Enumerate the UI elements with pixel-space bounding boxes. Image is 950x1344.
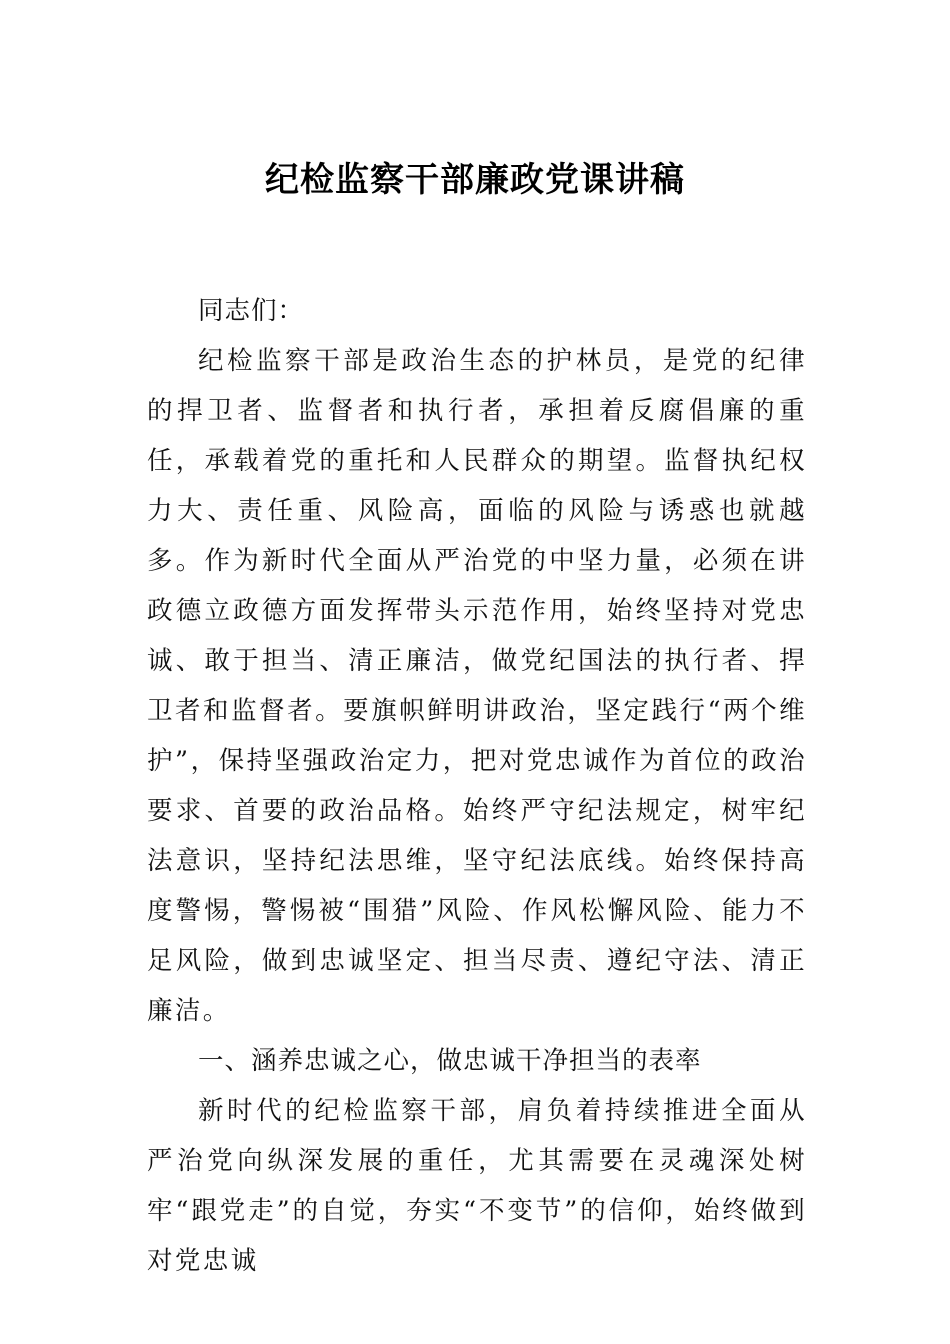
document-title: 纪检监察干部廉政党课讲稿 (265, 160, 685, 200)
intro-paragraph: 纪检监察干部是政治生态的护林员，是党的纪律的捍卫者、监督者和执行者，承担着反腐倡廉的重任，承载着党的重托和人民群众的期望。监督执纪权力大、责任重、风险高，面临的风险与诱惑也就越多。作为新时代全面从严治党的中坚力量，必须在讲政德立政德方面发挥带头示范作用，始终坚持对党忠诚、敢于担当、清正廉洁，做党纪国法的执行者、捍卫者和监督者。要旗帜鲜明讲政治，坚定践行“两个维护”，保持坚强政治定力，把对党忠诚作为首位的政治要求、首要的政治品格。始终严守纪法规定，树牢纪法意识，坚持纪法思维，坚守纪法底线。始终保持高度警惕，警惕被“围猎”风险、作风松懈风险、能力不足风险，做到忠诚坚定、担当尽责、遵纪守法、清正廉洁。 (147, 346, 807, 1026)
salutation: 同志们： (198, 296, 305, 326)
section-heading: 一、涵养忠诚之心，做忠诚干净担当的表率 (198, 1046, 702, 1076)
section-paragraph: 新时代的纪检监察干部，肩负着持续推进全面从严治党向纵深发展的重任，尤其需要在灵魂深处树牢“跟党走”的自觉，夯实“不变节”的信仰，始终做到对党忠诚 (147, 1096, 807, 1276)
document-body (147, 286, 807, 1286)
